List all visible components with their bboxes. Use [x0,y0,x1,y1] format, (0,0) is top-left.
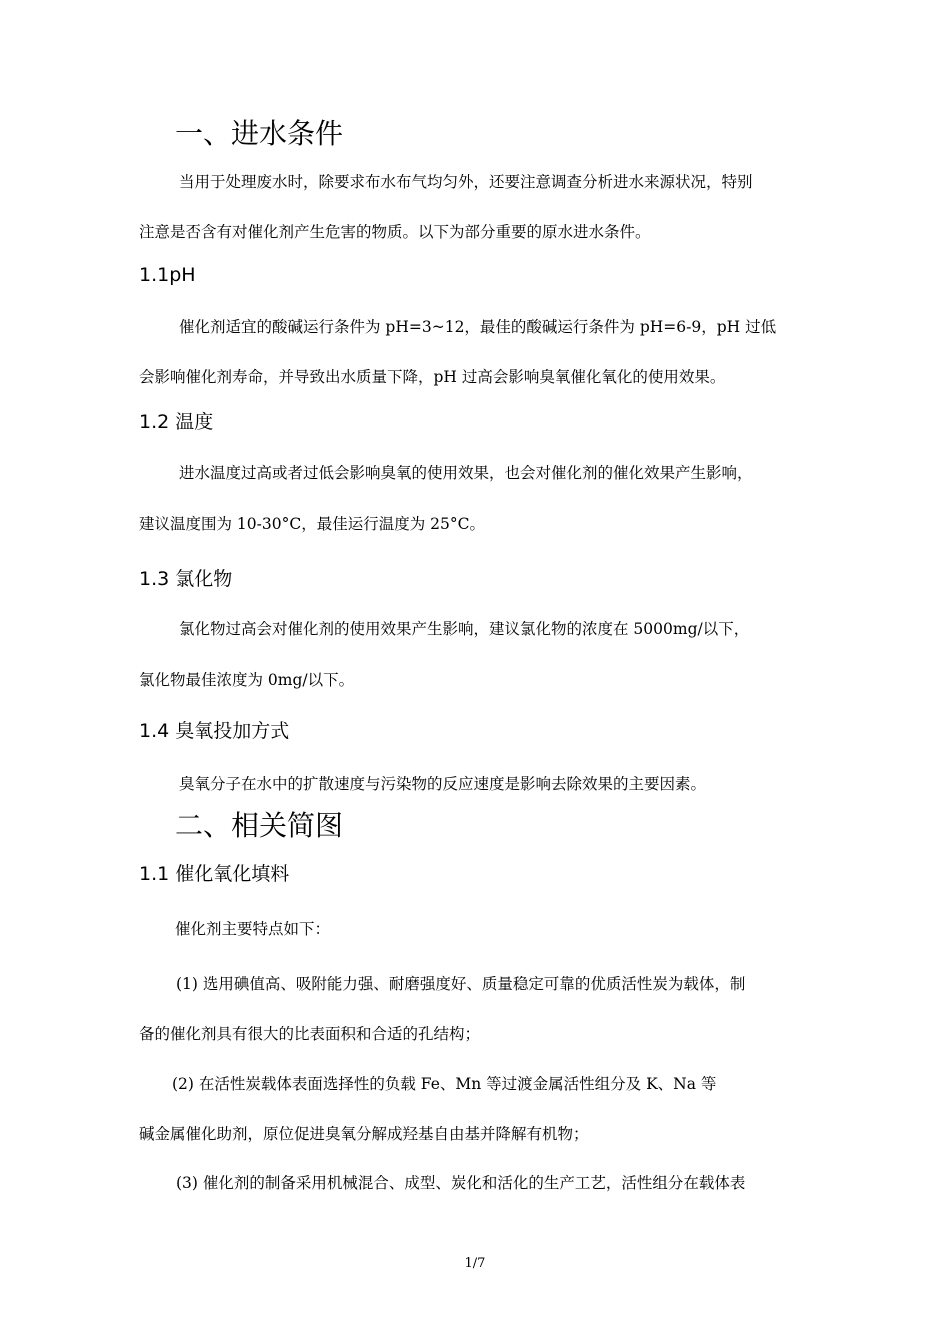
paragraph-line: 建议温度围为 10-30°C，最佳运行温度为 25°C。 [139,515,485,533]
paragraph-line: 臭氧分子在水中的扩散速度与污染物的反应速度是影响去除效果的主要因素。 [179,775,707,793]
paragraph-line: 当用于处理废水时，除要求布水布气均匀外，还要注意调查分析进水来源状况，特别 [179,173,753,191]
list-item-line: (1) 选用碘值高、吸附能力强、耐磨强度好、质量稳定可靠的优质活性炭为载体，制 [176,975,746,993]
paragraph-line: 会影响催化剂寿命，并导致出水质量下降，pH 过高会影响臭氧催化氧化的使用效果。 [139,368,726,386]
list-item-line: (2) 在活性炭载体表面选择性的负载 Fe、Mn 等过渡金属活性组分及 K、Na 等 [172,1075,717,1093]
paragraph-line: 催化剂主要特点如下： [175,920,331,938]
paragraph-line: 注意是否含有对催化剂产生危害的物质。以下为部分重要的原水进水条件。 [139,223,651,241]
paragraph-line: 进水温度过高或者过低会影响臭氧的使用效果，也会对催化剂的催化效果产生影响， [179,464,753,482]
list-item-line: (3) 催化剂的制备采用机械混合、成型、炭化和活化的生产工艺，活性组分在载体表 [176,1174,746,1192]
subheading-catalytic-filler: 1.1 催化氧化填料 [139,863,290,885]
section-heading-1: 一、进水条件 [175,117,344,150]
page-number: 1/7 [464,1256,486,1271]
paragraph-line: 氯化物过高会对催化剂的使用效果产生影响，建议氯化物的浓度在 5000mg/以下， [179,620,750,638]
subheading-temperature: 1.2 温度 [139,411,214,433]
subheading-ozone-dosing: 1.4 臭氧投加方式 [139,720,290,742]
paragraph-line: 催化剂适宜的酸碱运行条件为 pH=3~12，最佳的酸碱运行条件为 pH=6-9，pH 过低 [179,318,777,336]
subheading-chloride: 1.3 氯化物 [139,568,233,590]
list-item-line: 备的催化剂具有很大的比表面积和合适的孔结构； [139,1025,481,1043]
list-item-line: 碱金属催化助剂，原位促进臭氧分解成羟基自由基并降解有机物； [139,1125,589,1143]
paragraph-line: 氯化物最佳浓度为 0mg/以下。 [139,671,355,689]
subheading-ph: 1.1pH [139,264,196,286]
section-heading-2: 二、相关简图 [175,809,344,842]
